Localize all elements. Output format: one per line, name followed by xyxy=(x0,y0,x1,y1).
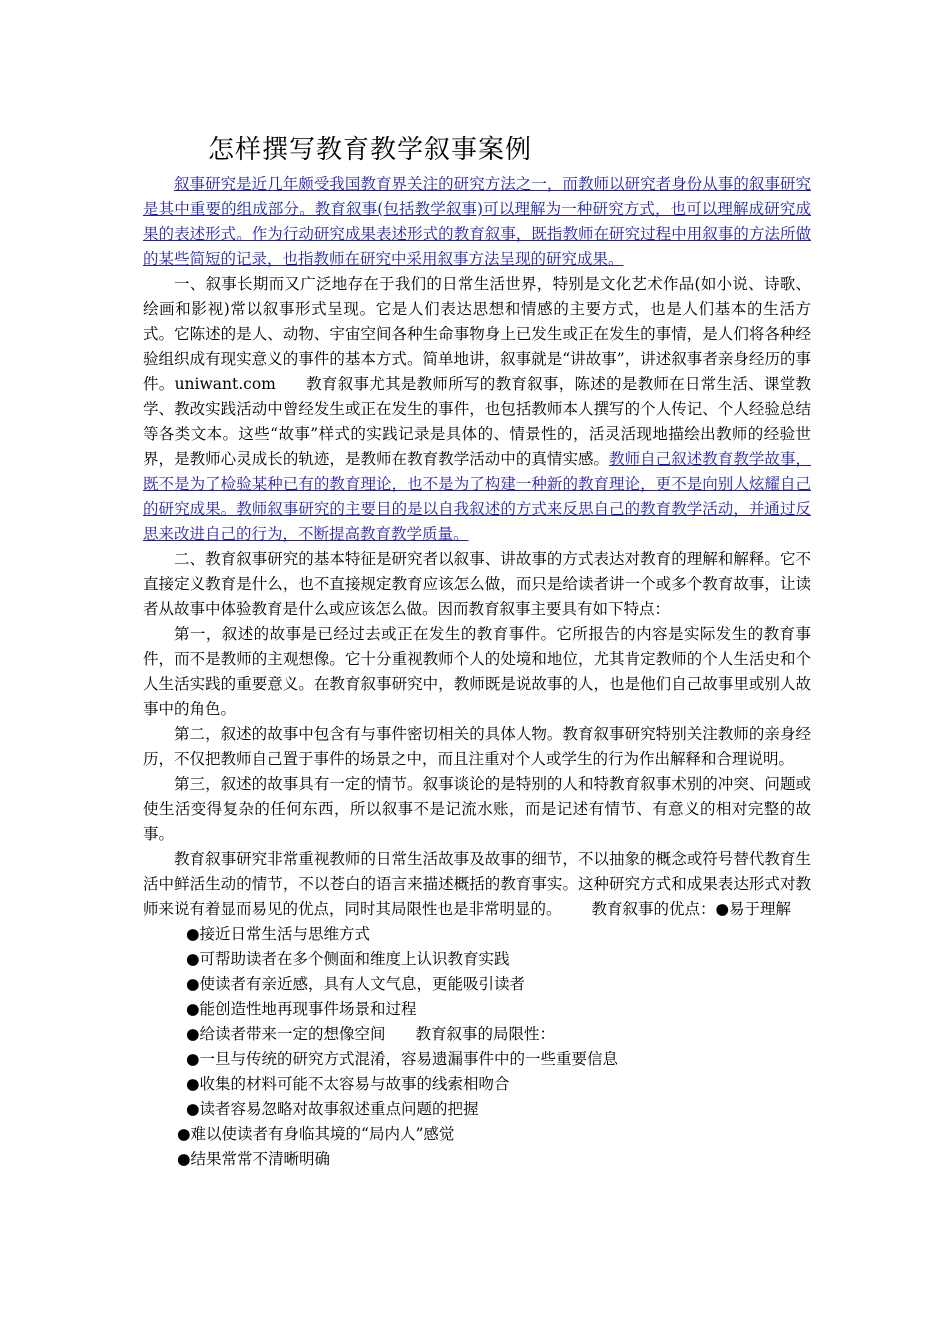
advantages-heading: 教育叙事的优点：●易于理解 xyxy=(591,900,792,918)
feature-three-paragraph: 第三，叙述的故事具有一定的情节。叙事谈论的是特别的人和特教育叙事术别的冲突、问题或使生活变得复杂的任何东西，所以叙事不是记流水账，而是记述有情节、有意义的相对完整的故事。 xyxy=(143,775,811,843)
advantage-last: ●给读者带来一定的想像空间 xyxy=(186,1025,386,1043)
section-one-text: 一、叙事长期而又广泛地存在于我们的日常生活世界，特别是文化艺术作品(如小说、诗歌、绘画和影视)常以叙事形式呈现。它是人们表达思想和情感的主要方式，也是人们基本的生活方式。它陈述的是人、动物、宇宙空间各种生命事物身上已发生或正在发生的事情，是人们将各种经验组织成有现实意义的事件的基本方式。简单地讲，叙事就是“讲故事”，讲述叙事者亲身经历的事件。uniwant.com xyxy=(143,275,811,393)
section-one-link-text[interactable]: 教师自己叙述教育教学故事，既不是为了检验某种已有的教育理论，也不是为了构建一种新的教育理论，更不是向别人炫耀自己的研究成果。教师叙事研究的主要目的是以自我叙述的方式来反思自己的教育教学活动，并通过反思来改进自己的行为，不断提高教育教学质量。 xyxy=(143,450,811,543)
feature-one-paragraph: 第一，叙述的故事是已经过去或正在发生的教育事件。它所报告的内容是实际发生的教育事件，而不是教师的主观想像。它十分重视教师个人的处境和地位，尤其肯定教师的个人生活史和个人生活实践的重要意义。在教育叙事研究中，教师既是说故事的人，也是他们自己故事里或别人故事中的角色。 xyxy=(143,625,811,718)
document-title: 怎样撰写教育教学叙事案例 xyxy=(208,135,533,165)
pros-cons-text: 教育叙事研究非常重视教师的日常生活故事及故事的细节，不以抽象的概念或符号替代教育生活中鲜活生动的情节，不以苍白的语言来描述概括的教育事实。这种研究方式和成果表达形式对教师来说有着显而易见的优点，同时其局限性也是非常明显的。 xyxy=(143,850,811,918)
intro-link-text[interactable]: 叙事研究是近几年颇受我国教育界关注的研究方法之一，而教师以研究者身份从事的叙事研究是其中重要的组成部分。教育叙事(包括教学叙事)可以理解为一种研究方式，也可以理解成研究成果的表述形式。作为行动研究成果表述形式的教育叙事，既指教师在研究过程中用叙事的方法所做的某些简短的记录，也指教师在研究中采用叙事方法呈现的研究成果。 xyxy=(143,175,811,268)
list-item: ●读者容易忽略对故事叙述重点问题的把握 xyxy=(186,1100,479,1118)
list-item: ●结果常常不清晰明确 xyxy=(177,1150,331,1168)
list-item: ●使读者有亲近感，具有人文气息，更能吸引读者 xyxy=(186,975,526,993)
list-item: ●能创造性地再现事件场景和过程 xyxy=(186,1000,417,1018)
list-item: ●可帮助读者在多个侧面和维度上认识教育实践 xyxy=(186,950,510,968)
pros-cons-paragraph xyxy=(143,847,811,922)
list-item xyxy=(186,1022,811,1047)
list-item: ●难以使读者有身临其境的“局内人”感觉 xyxy=(177,1125,455,1143)
limitations-heading: 教育叙事的局限性： xyxy=(415,1025,556,1043)
list-item: ●收集的材料可能不太容易与故事的线索相吻合 xyxy=(186,1075,510,1093)
intro-paragraph xyxy=(143,172,811,272)
advantages-list xyxy=(143,922,811,1122)
list-item: ●一旦与传统的研究方式混淆，容易遗漏事件中的一些重要信息 xyxy=(186,1050,619,1068)
limitations-list xyxy=(143,1122,811,1172)
section-two-paragraph: 二、教育叙事研究的基本特征是研究者以叙事、讲故事的方式表达对教育的理解和解释。它不直接定义教育是什么，也不直接规定教育应该怎么做，而只是给读者讲一个或多个教育故事，让读者从故事中体验教育是什么或应该怎么做。因而教育叙事主要具有如下特点： xyxy=(143,550,811,618)
section-one-text-continued: 教育叙事尤其是教师所写的教育叙事，陈述的是教师在日常生活、课堂教学、教改实践活动中曾经发生或正在发生的事件，也包括教师本人撰写的个人传记、个人经验总结等各类文本。这些“故事”样式的实践记录是具体的、情景性的，活灵活现地描绘出教师的经验世界，是教师心灵成长的轨迹，是教师在教育教学活动中的真情实感。 xyxy=(143,375,811,468)
section-one-paragraph xyxy=(143,272,811,547)
feature-two-paragraph: 第二，叙述的故事中包含有与事件密切相关的具体人物。教育叙事研究特别关注教师的亲身经历，不仅把教师自己置于事件的场景之中，而且注重对个人或学生的行为作出解释和合理说明。 xyxy=(143,725,811,768)
list-item: ●接近日常生活与思维方式 xyxy=(186,925,371,943)
document-body xyxy=(143,172,811,1172)
